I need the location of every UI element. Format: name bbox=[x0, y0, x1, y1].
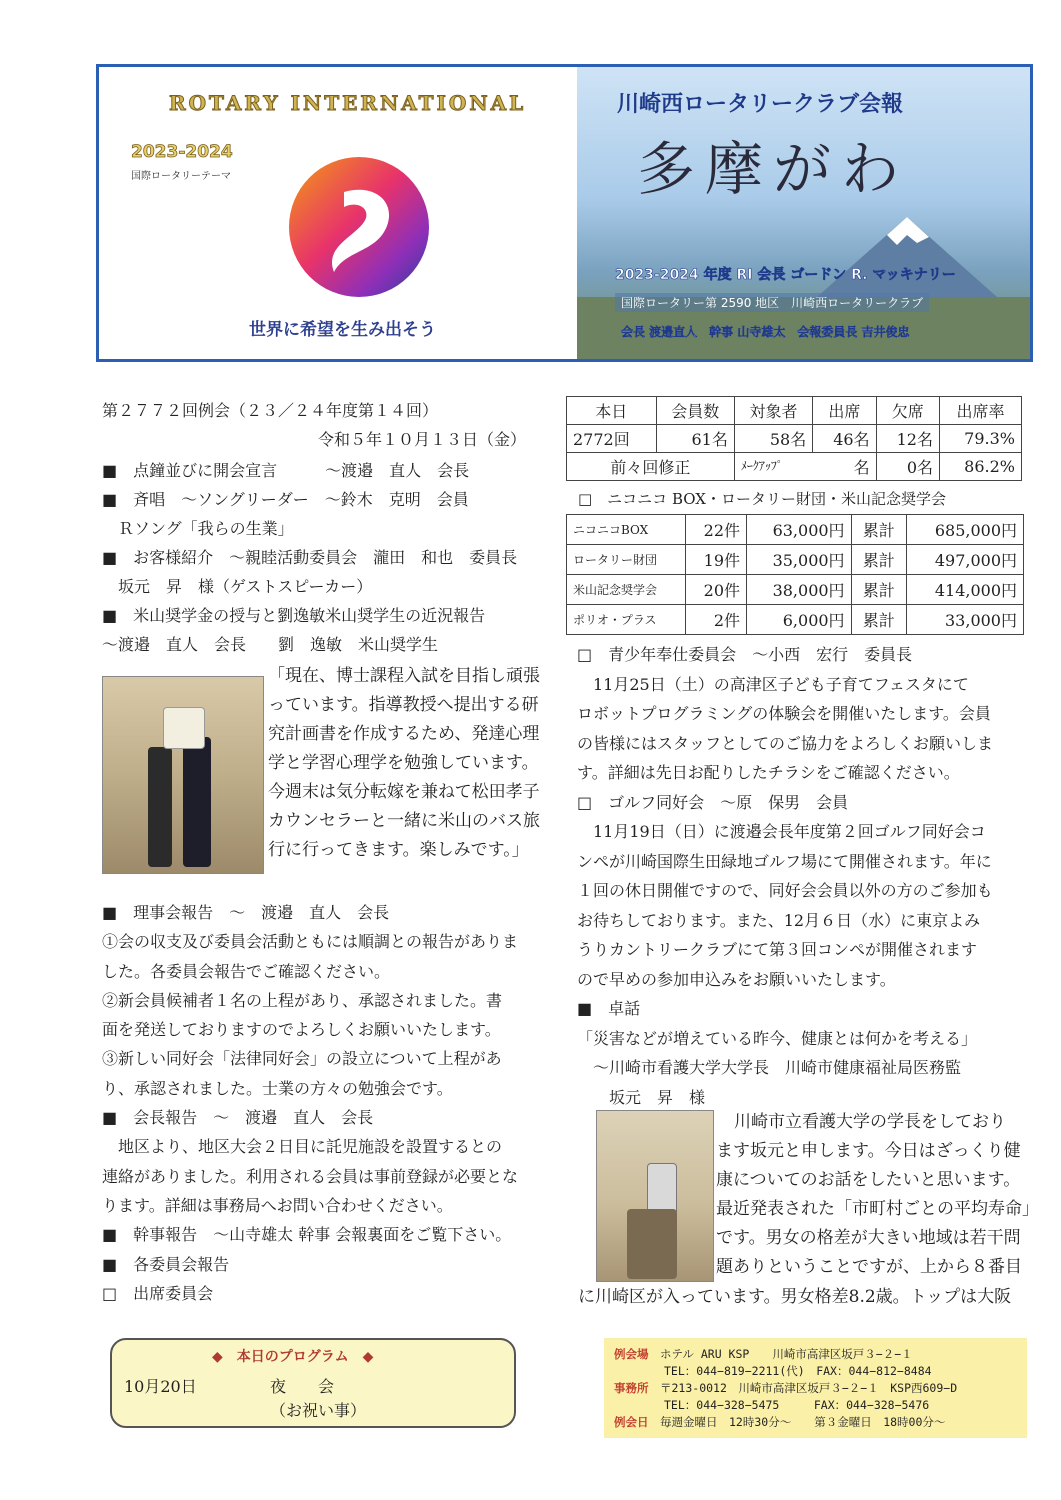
quote-line: 行に行ってきます。楽しみです。」 bbox=[268, 840, 529, 860]
table-cell: 685,000円 bbox=[906, 515, 1023, 545]
text-line: ～川崎市看護大学大学長 川崎市健康福祉局医務監 bbox=[577, 1058, 962, 1077]
agenda-item: ■ お客様紹介 ～親睦活動委員会 瀧田 和也 委員長 bbox=[102, 548, 518, 567]
report-line: 地区より、地区大会２日目に託児施設を設置するとの bbox=[102, 1137, 503, 1157]
text-line: ンペが川崎国際生田緑地ゴルフ場にて開催されます。年に bbox=[577, 851, 992, 871]
table-cell: 累計 bbox=[851, 545, 906, 575]
venue-tel: TEL：044−819−2211(代) FAX：044−812−8484 bbox=[664, 1364, 932, 1378]
office-tel: TEL：044−328−5475 FAX：044−328−5476 bbox=[664, 1398, 930, 1412]
table-cell: 86.2% bbox=[940, 453, 1022, 481]
ri-president: 2023-2024 年度 RI 会長 ゴードン R. マッキナリー bbox=[615, 267, 956, 283]
speech-line: 川崎市立看護大学の学長をしており bbox=[734, 1112, 1006, 1132]
table-row bbox=[567, 545, 1024, 575]
text-line: 11月19日（日）に渡邉会長年度第２回ゴルフ同好会コ bbox=[577, 822, 986, 841]
table-cell: 46名 bbox=[813, 425, 876, 453]
agenda-item: ■ 米山奨学金の授与と劉逸敏米山奨学生の近況報告 bbox=[102, 606, 486, 625]
table-cell: 12名 bbox=[876, 425, 939, 453]
report-line: ①会の収支及び委員会活動ともには順調との報告がありま bbox=[102, 932, 519, 952]
speech-line: です。男女の格差が大きい地域は若干問 bbox=[716, 1228, 1021, 1248]
donations-table bbox=[566, 514, 1024, 635]
table-header: 出席 bbox=[813, 397, 876, 425]
table-cell: 6,000円 bbox=[747, 605, 852, 635]
agenda-item: 坂元 昇 様（ゲストスピーカー） bbox=[102, 577, 373, 596]
table-header: 対象者 bbox=[734, 397, 812, 425]
bulletin-name: 多摩がわ bbox=[637, 135, 910, 203]
text-line: □ 青少年奉仕委員会 ～小西 宏行 委員長 bbox=[577, 645, 913, 664]
table-header: 本日 bbox=[567, 397, 657, 425]
right-column-text bbox=[577, 640, 993, 1112]
table-cell: ニコニコBOX bbox=[567, 515, 686, 545]
text-line: ので早めの参加申込みをお願いいたします。 bbox=[577, 969, 896, 989]
district: 国際ロータリー第 2590 地区 川崎西ロータリークラブ bbox=[615, 293, 929, 312]
report-line: ■ 理事会報告 ～ 渡邉 直人 会長 bbox=[102, 903, 390, 922]
office: 〒213-0012 川崎市高津区坂戸３−２−１ KSP西609−D bbox=[660, 1381, 958, 1395]
program-note: （お祝い事） bbox=[270, 1401, 367, 1420]
ri-title: ROTARY INTERNATIONAL bbox=[169, 91, 527, 115]
speaker-photo bbox=[596, 1110, 714, 1282]
speech-line: ます坂元と申します。今日はざっくり健 bbox=[716, 1141, 1021, 1161]
table-row bbox=[567, 515, 1024, 545]
table-row bbox=[567, 605, 1024, 635]
report-line: した。各委員会報告でご確認ください。 bbox=[102, 961, 391, 981]
office-label: 事務所 bbox=[614, 1381, 649, 1395]
report-line: り、承認されました。士業の方々の勉強会です。 bbox=[102, 1078, 453, 1098]
report-line: 面を発送しておりますのでよろしくお願いいたします。 bbox=[102, 1020, 501, 1040]
report-line: ります。詳細は事務局へお問い合わせください。 bbox=[102, 1195, 453, 1215]
table-cell: 497,000円 bbox=[906, 545, 1023, 575]
table-row bbox=[567, 453, 1022, 481]
text-line: ■ 卓話 bbox=[577, 999, 641, 1018]
table-cell: 33,000円 bbox=[906, 605, 1023, 635]
table-cell: 58名 bbox=[734, 425, 812, 453]
text-line: 11月25日（土）の高津区子ども子育てフェスタにて bbox=[577, 674, 969, 694]
table-row bbox=[567, 575, 1024, 605]
table-cell: 累計 bbox=[851, 575, 906, 605]
table-row bbox=[567, 425, 1022, 453]
speech-line: 康についてのお話をしたいと思います。 bbox=[716, 1170, 1021, 1190]
club-officers: 会長 渡邉直人 幹事 山寺雄太 会報委員長 吉井俊忠 bbox=[621, 325, 910, 339]
club-title-panel bbox=[577, 67, 1030, 359]
reports bbox=[102, 898, 518, 1308]
agenda-item: ■ 斉唱 ～ソングリーダー ～鈴木 克明 会員 bbox=[102, 490, 469, 509]
meeting-date: 令和５年１０月１３日（金） bbox=[318, 430, 527, 449]
scholar-quote bbox=[268, 662, 540, 865]
table-cell: ポリオ・プラス bbox=[567, 605, 686, 635]
speech-line: に川崎区が入っています。男女格差8.2歳。トップは大阪 bbox=[578, 1287, 1012, 1307]
table-cell: 累計 bbox=[851, 515, 906, 545]
quote-line: 今週末は気分転嫁を兼ねて松田孝子 bbox=[268, 782, 540, 802]
meeting-info-box bbox=[604, 1338, 1027, 1438]
text-line: １回の休日開催ですので、同好会会員以外の方のご参加も bbox=[577, 881, 993, 900]
day-label: 例会日 bbox=[614, 1415, 649, 1429]
venue: ホテル ARU KSP 川崎市高津区坂戸３−２−１ bbox=[660, 1347, 913, 1361]
speech-text bbox=[716, 1108, 1039, 1282]
quote-line: 学と学習心理学を勉強しています。 bbox=[268, 753, 539, 773]
meeting-number: 第２７７２回例会（２３／２４年度第１４回） bbox=[102, 401, 439, 420]
report-line: ■ 幹事報告 ～山寺雄太 幹事 会報裏面をご覧下さい。 bbox=[102, 1225, 512, 1245]
report-line: ②新会員候補者１名の上程があり、承認されました。書 bbox=[102, 990, 503, 1010]
table-cell: ロータリー財団 bbox=[567, 545, 686, 575]
agenda-item: ～渡邉 直人 会長 劉 逸敏 米山奨学生 bbox=[102, 635, 439, 654]
text-line: す。詳細は先日お配りしたチラシをご確認ください。 bbox=[577, 763, 960, 782]
text-line: 「災害などが増えている昨今、健康とは何かを考える」 bbox=[577, 1028, 978, 1048]
table-cell: 35,000円 bbox=[747, 545, 852, 575]
table-cell: 38,000円 bbox=[747, 575, 852, 605]
agenda-item: Ｒソング「我らの生業」 bbox=[102, 519, 294, 538]
correction-label: 前々回修正 bbox=[567, 453, 735, 481]
ri-slogan: 世界に希望を生み出そう bbox=[249, 320, 436, 340]
venue-label: 例会場 bbox=[614, 1347, 649, 1361]
report-line: ■ 会長報告 ～ 渡邉 直人 会長 bbox=[102, 1108, 374, 1128]
scholarship-photo bbox=[102, 676, 264, 874]
text-line: ロボットプログラミングの体験会を開催いたします。会員 bbox=[577, 704, 991, 723]
quote-line: カウンセラーと一緒に米山のバス旅 bbox=[268, 811, 540, 831]
table-header: 出席率 bbox=[940, 397, 1022, 425]
agenda-list bbox=[102, 456, 517, 659]
text-line: 坂元 昇 様 bbox=[577, 1087, 706, 1107]
ri-theme-label: 国際ロータリーテーマ bbox=[131, 171, 231, 182]
table-cell: 米山記念奨学会 bbox=[567, 575, 686, 605]
next-program-box bbox=[110, 1338, 516, 1428]
table-header: 欠席 bbox=[876, 397, 939, 425]
table-cell: 19件 bbox=[686, 545, 747, 575]
text-line: うりカントリークラブにて第３回コンペが開催されます bbox=[577, 940, 978, 959]
table-row bbox=[567, 397, 1022, 425]
report-line: ■ 各委員会報告 bbox=[102, 1254, 230, 1274]
table-cell: 22件 bbox=[686, 515, 747, 545]
attendance-table bbox=[566, 396, 1022, 481]
program-event: 夜 会 bbox=[270, 1377, 335, 1396]
donations-title: □ ニコニコ BOX・ロータリー財団・米山記念奨学会 bbox=[578, 490, 946, 508]
quote-line: っています。指導教授へ提出する研 bbox=[268, 695, 539, 715]
report-line: ③新しい同好会「法律同好会」の設立について上程があ bbox=[102, 1049, 502, 1069]
table-cell: 2件 bbox=[686, 605, 747, 635]
ri-theme-panel bbox=[99, 67, 577, 359]
table-header: 会員数 bbox=[656, 397, 734, 425]
bulletin-header bbox=[96, 64, 1033, 362]
makeup-value: 名 bbox=[853, 458, 870, 477]
quote-line: 「現在、博士課程入試を目指し頑張 bbox=[268, 666, 540, 686]
text-line: お待ちしております。また、12月６日（水）に東京よみ bbox=[577, 910, 981, 930]
table-cell: 61名 bbox=[656, 425, 734, 453]
table-cell: 79.3% bbox=[940, 425, 1022, 453]
table-cell: 20件 bbox=[686, 575, 747, 605]
ri-theme-logo-icon bbox=[284, 152, 434, 302]
meeting-day: 毎週金曜日 12時30分〜 第３金曜日 18時00分〜 bbox=[660, 1415, 946, 1429]
report-line: □ 出席委員会 bbox=[102, 1283, 214, 1303]
table-cell: 0名 bbox=[876, 453, 939, 481]
agenda-item: ■ 点鐘並びに開会宣言 ～渡邉 直人 会長 bbox=[102, 461, 470, 480]
club-bulletin-title: 川崎西ロータリークラブ会報 bbox=[617, 92, 904, 117]
report-line: 連絡がありました。利用される会員は事前登録が必要とな bbox=[102, 1166, 519, 1186]
speech-line: 題ありということですが、上から８番目 bbox=[716, 1257, 1022, 1277]
speech-line: 最近発表された「市町村ごとの平均寿命」 bbox=[716, 1199, 1039, 1219]
text-line: の皆様にはスタッフとしてのご協力をよろしくお願いしま bbox=[577, 733, 994, 753]
makeup-cell bbox=[734, 453, 876, 481]
program-date: 10月20日 bbox=[124, 1377, 197, 1396]
text-line: □ ゴルフ同好会 ～原 保男 会員 bbox=[577, 792, 849, 812]
table-cell: 累計 bbox=[851, 605, 906, 635]
makeup-label: ﾒｰｸｱｯﾌﾟ bbox=[740, 459, 783, 473]
table-cell: 63,000円 bbox=[747, 515, 852, 545]
program-title: ◆ 本日のプログラム ◆ bbox=[212, 1349, 374, 1365]
ri-year: 2023-2024 bbox=[131, 142, 233, 162]
table-cell: 414,000円 bbox=[906, 575, 1023, 605]
table-cell: 2772回 bbox=[567, 425, 657, 453]
quote-line: 究計画書を作成するため、発達心理 bbox=[268, 724, 540, 744]
